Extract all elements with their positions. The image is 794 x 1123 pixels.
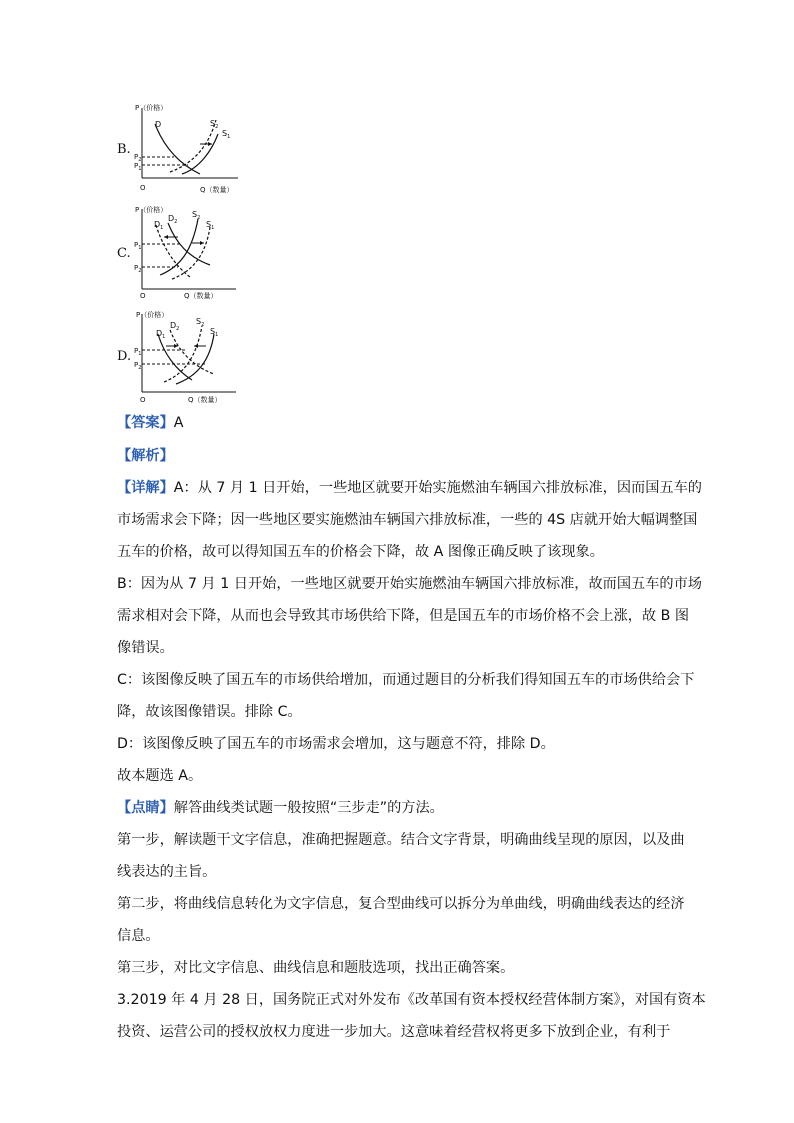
body-line: 需求相对会下降，从而也会导致其市场供给下降，但是国五车的市场价格不会上涨，故 B 图 bbox=[117, 608, 690, 624]
option-c-p1-label: P bbox=[134, 241, 139, 249]
option-d-label: D. bbox=[117, 349, 132, 364]
svg-text:S2: $S_2$ bbox=[192, 210, 201, 221]
detail-text-1: A：从 7 月 1 日开始，一些地区就要开始实施燃油车辆国六排放标准，因而国五车的 bbox=[173, 480, 702, 496]
option-d-origin: O bbox=[140, 396, 146, 404]
option-c-p-axis: P（价格） bbox=[135, 206, 168, 214]
svg-text:P1: $P_1$ bbox=[134, 241, 142, 251]
svg-text:S2: $S_2$ bbox=[196, 317, 205, 328]
option-c-q-axis: Q（数量） bbox=[184, 292, 218, 300]
svg-text:S2: $S_2$ bbox=[210, 119, 219, 130]
svg-text:S1: $S_1$ bbox=[222, 129, 231, 140]
option-d-p1-label: P bbox=[134, 347, 139, 355]
svg-text:P2: $P_2$ bbox=[134, 153, 142, 163]
body-line: 降，故该图像错误。排除 C。 bbox=[117, 704, 302, 720]
option-c-d1-label: D bbox=[154, 220, 161, 229]
option-d-graph bbox=[130, 308, 242, 406]
option-d-p2-label: P bbox=[134, 361, 139, 369]
answer-tag: 答案 bbox=[131, 415, 160, 431]
answer-value: A bbox=[173, 415, 184, 431]
step-line: 第二步，将曲线信息转化为文字信息，复合型曲线可以拆分为单曲线，明确曲线表达的经济 bbox=[117, 896, 685, 912]
body-line: D：该图像反映了国五车的市场需求会增加，这与题意不符，排除 D。 bbox=[117, 736, 555, 752]
step-line: 第三步，对比文字信息、曲线信息和题肢选项，找出正确答案。 bbox=[117, 960, 515, 976]
analysis-heading: 【解析】 bbox=[117, 448, 174, 464]
analysis-tag: 解析 bbox=[131, 448, 160, 464]
option-d-s2-label: S bbox=[196, 317, 202, 326]
detail-tag: 详解 bbox=[131, 480, 160, 496]
detail-line-3: 五车的价格，故可以得知国五车的价格会下降，故 A 图像正确反映了该现象。 bbox=[117, 544, 604, 560]
svg-text:D2: $D_2$ bbox=[168, 214, 178, 225]
option-c-origin: O bbox=[140, 292, 146, 300]
svg-text:P2: $P_2$ bbox=[134, 361, 142, 371]
option-b-p-axis: P（价格） bbox=[135, 104, 168, 112]
step-line: 信息。 bbox=[117, 928, 160, 944]
option-c-s1-label: S bbox=[206, 220, 212, 229]
svg-text:P1: $P_1$ bbox=[134, 347, 142, 357]
option-d-d1-label: D bbox=[156, 329, 163, 338]
option-c-d2-label: D bbox=[168, 214, 175, 223]
option-d-d2-label: D bbox=[170, 321, 177, 330]
option-b-origin: O bbox=[140, 184, 146, 192]
comment-text: 解答曲线类试题一般按照“三步走”的方法。 bbox=[173, 800, 444, 816]
option-b-p2-label: P bbox=[134, 153, 139, 161]
option-b-q-axis: Q（数量） bbox=[200, 186, 234, 194]
comment-line: 【点睛】解答曲线类试题一般按照“三步走”的方法。 bbox=[117, 800, 444, 816]
option-b-label: B. bbox=[117, 142, 131, 157]
body-line: 像错误。 bbox=[117, 640, 174, 656]
detail-line-1: 【详解】A：从 7 月 1 日开始，一些地区就要开始实施燃油车辆国六排放标准，因而国五车的 bbox=[117, 480, 702, 496]
detail-line-2: 市场需求会下降；因一些地区要实施燃油车辆国六排放标准，一些的 4S 店就开始大幅调整国 bbox=[117, 512, 698, 528]
svg-text:S1: $S_1$ bbox=[206, 220, 215, 231]
answer-line: 【答案】A bbox=[117, 415, 184, 431]
option-c-p2-label: P bbox=[134, 264, 139, 272]
body-line: C：该图像反映了国五车的市场供给增加，而通过题目的分析我们得知国五车的市场供给会下 bbox=[117, 672, 695, 688]
svg-text:P2: $P_2$ bbox=[134, 264, 142, 274]
option-b-p1-label: P bbox=[134, 162, 139, 170]
svg-text:P1: $P_1$ bbox=[134, 162, 142, 172]
body-line: B：因为从 7 月 1 日开始，一些地区就要开始实施燃油车辆国六排放标准，故而国五车的市场 bbox=[117, 576, 702, 592]
option-b-s1-label: S bbox=[222, 129, 228, 138]
option-c-label: C. bbox=[117, 246, 131, 261]
step-line: 线表达的主旨。 bbox=[117, 864, 217, 880]
option-b-d-label: D bbox=[155, 120, 162, 129]
question-3-line: 3.2019 年 4 月 28 日，国务院正式对外发布《改革国有资本授权经营体制方案》，对国有资本 bbox=[117, 992, 706, 1008]
comment-tag: 点睛 bbox=[131, 800, 160, 816]
option-d-q-axis: Q（数量） bbox=[188, 396, 222, 404]
option-d-s1-label: S bbox=[210, 327, 216, 336]
option-b-s2-label: S bbox=[210, 119, 216, 128]
option-b-graph bbox=[130, 102, 242, 196]
svg-text:D2: $D_2$ bbox=[170, 321, 180, 332]
option-c-s2-label: S bbox=[192, 210, 198, 219]
step-line: 第一步，解读题干文字信息，准确把握题意。结合文字背景，明确曲线呈现的原因，以及曲 bbox=[117, 832, 685, 848]
svg-text:D1: $D_1$ bbox=[154, 220, 164, 231]
body-line: 故本题选 A。 bbox=[117, 768, 203, 784]
question-3-line: 投资、运营公司的授权放权力度进一步加大。这意味着经营权将更多下放到企业，有利于 bbox=[117, 1024, 671, 1040]
option-d-p-axis: P（价格） bbox=[136, 311, 169, 319]
svg-text:D1: $D_1$ bbox=[156, 329, 166, 340]
option-c-graph bbox=[130, 203, 242, 301]
svg-text:S1: $S_1$ bbox=[210, 327, 219, 338]
